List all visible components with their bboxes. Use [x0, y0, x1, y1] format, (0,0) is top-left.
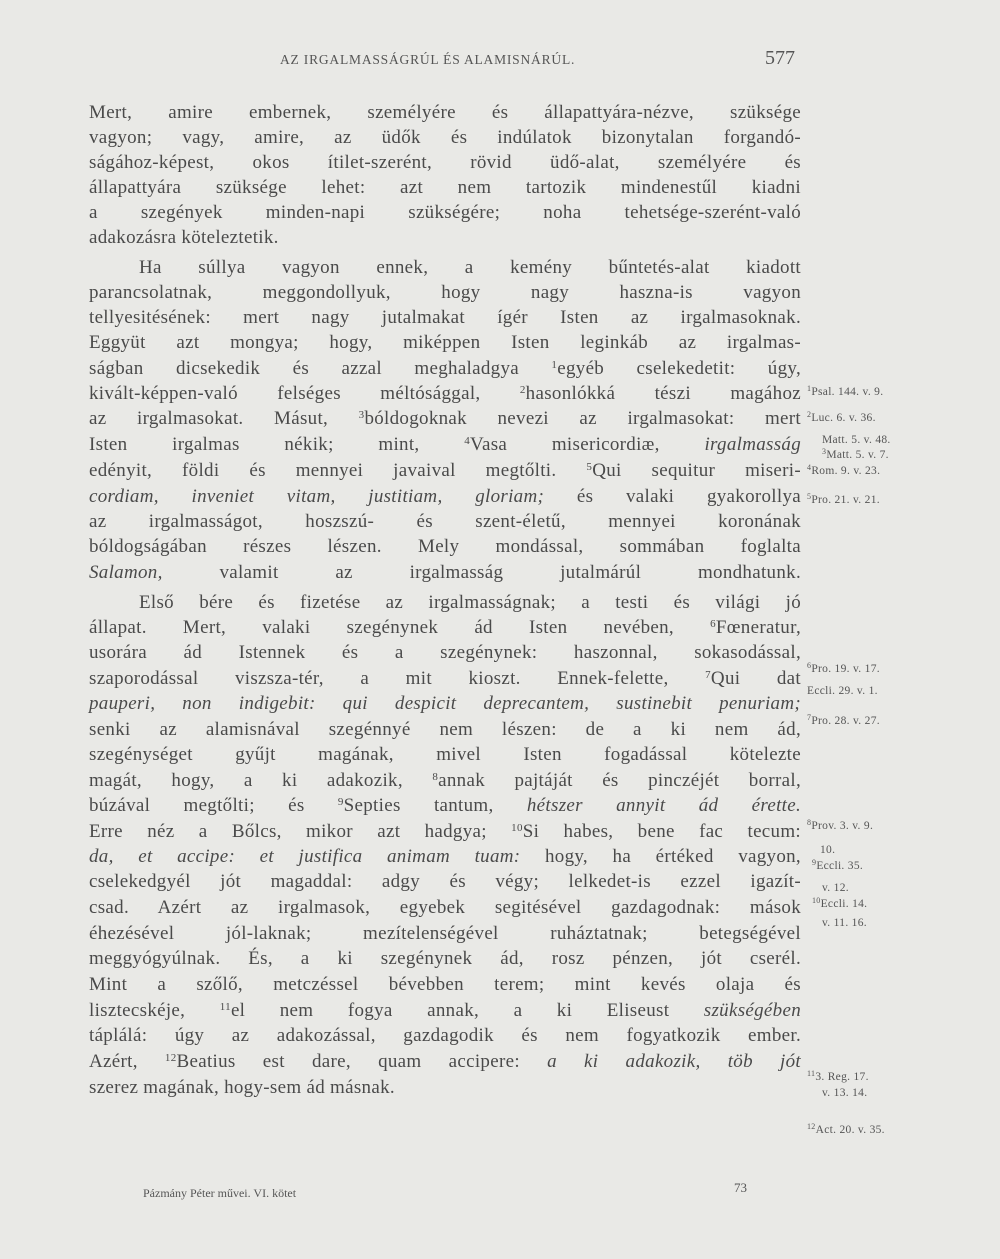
margin-note-marker: 2 [807, 410, 812, 419]
latin-quote: a ki adakozik, töb jót [519, 1051, 802, 1072]
text-segment: Ha súllya vagyon ennek, a kemény bűntetés-alat kiadott [139, 257, 801, 278]
text-line [89, 998, 801, 1024]
margin-note-marker: 10 [812, 896, 821, 905]
text-segment: táplálá: úgy az adakozással, gazdagodik és nem fogyatkozik ember. [89, 1025, 801, 1046]
text-segment: edényit, földi és mennyei javaival megtőlti. [89, 460, 587, 481]
text-line [89, 793, 801, 819]
text-segment: az irgalmasokat. Másut, [89, 408, 359, 429]
text-segment: csad. Azért az irgalmasok, egyebek segitésével gazdagodnak: mások [89, 897, 801, 918]
margin-note-text: Act. 20. v. 35. [815, 1124, 885, 1136]
text-line [89, 921, 801, 947]
text-segment: kivált-képpen-való felséges méltósággal, [89, 383, 520, 404]
text-segment: Eggyüt azt mongya; hogy, miképpen Isten leginkáb az irgalmas- [89, 332, 801, 353]
text-segment: szaporodással viszsza-tér, a mit kioszt. Ennek-felette, [89, 668, 706, 689]
footnote-marker: 10 [511, 822, 523, 834]
margin-note [807, 1124, 885, 1136]
text-segment: bóldogoknak nevezi az irgalmasokat: mert [364, 408, 802, 429]
latin-quote: cordiam, inveniet vitam, justitiam, gloriam; [89, 486, 545, 507]
text-line [89, 560, 801, 586]
text-line [139, 590, 801, 616]
latin-quote: pauperi, non indigebit: qui despicit deprecantem, sustinebit penuriam; [89, 693, 801, 714]
latin-quote: Salamon, [89, 562, 163, 583]
text-segment: vagyon; vagy, amire, az üdők és indúlatok bizonytalan forgandó- [89, 127, 801, 148]
text-segment: az irgalmasságot, hoszszú- és szent-életű, mennyei koronának [89, 511, 801, 532]
margin-note-marker: 5 [807, 492, 812, 501]
margin-note-text: v. 12. [822, 882, 849, 894]
footnote-marker: 6 [710, 618, 716, 630]
text-line [89, 225, 801, 251]
text-segment: Mint a szőlő, metczéssel bévebben terem; mint kevés olaja és [89, 974, 801, 995]
text-segment: usorára ád Istennek és a szegénynek: haszonnal, sokasodással, [89, 642, 801, 663]
text-segment: Fœneratur, [715, 617, 801, 638]
margin-note-marker: 1 [807, 384, 812, 393]
text-line [89, 280, 801, 306]
text-segment: búzával megtőlti; és [89, 795, 338, 816]
text-line [89, 356, 801, 382]
text-segment: Isten irgalmas nékik; mint, [89, 434, 465, 455]
text-segment: parancsolatnak, meggondollyuk, hogy nagy haszna-is vagyon [89, 282, 801, 303]
text-line [89, 1049, 801, 1075]
text-line [89, 305, 801, 331]
text-line [89, 1023, 801, 1049]
margin-note [822, 882, 849, 894]
margin-note [807, 820, 873, 832]
text-line [89, 946, 801, 972]
text-segment: tellyesitésének: mert nagy jutalmakat ígér Isten az irgalmasoknak. [89, 307, 801, 328]
margin-note-marker: 9 [812, 858, 817, 867]
text-line [89, 534, 801, 560]
text-segment: magát, hogy, a ki adakozik, [89, 770, 433, 791]
text-segment: Beatius est dare, quam accipere: [176, 1051, 520, 1072]
text-segment: valamit az irgalmasság jutalmárúl mondhatunk. [162, 562, 801, 583]
text-line [89, 406, 801, 432]
margin-note-text: Psal. 144. v. 9. [811, 386, 884, 398]
page-number: 577 [765, 47, 795, 69]
margin-note-text: v. 13. 14. [822, 1087, 868, 1099]
margin-note [807, 386, 883, 398]
text-segment: a szegények minden-napi szükségére; noha tehetsége-szerént-való [89, 202, 801, 223]
text-line [89, 484, 801, 510]
margin-note [820, 844, 835, 856]
text-line [89, 330, 801, 356]
footnote-marker: 2 [519, 384, 526, 396]
text-line [89, 819, 801, 845]
text-line [89, 844, 801, 870]
latin-quote: irgalmasság [659, 434, 802, 455]
margin-note-text: Prov. 3. v. 9. [811, 820, 874, 832]
text-segment: annak pajtáját és pinczéjét borral, [438, 770, 801, 791]
text-segment: állapattyára szüksége lehet: azt nem tartozik mindenestűl kiadni [89, 177, 801, 198]
text-line [89, 742, 801, 768]
latin-quote: hétszer annyit ád érette. [493, 795, 802, 816]
text-line [89, 869, 801, 895]
text-segment: hasonlókká tészi magához [525, 383, 802, 404]
text-segment: egyéb cselekedetit: úgy, [557, 358, 801, 379]
margin-note [812, 898, 867, 910]
margin-note-marker: 12 [807, 1122, 816, 1131]
margin-note-marker: 7 [807, 713, 812, 722]
margin-note [807, 663, 880, 675]
margin-note [822, 917, 867, 929]
text-line [89, 150, 801, 176]
text-segment: Vasa misericordiæ, [470, 434, 660, 455]
running-head: AZ IRGALMASSÁGRÚL ÉS ALAMISNÁRÚL. [280, 52, 576, 67]
margin-note-text: Eccli. 14. [820, 898, 868, 910]
text-segment: Erre néz a Bőlcs, mikor azt hadgya; [89, 821, 512, 842]
margin-note-text: Eccli. 35. [816, 860, 864, 872]
margin-note [812, 860, 863, 872]
margin-note-text: Pro. 28. v. 27. [811, 715, 880, 727]
text-segment: ságához-képest, okos ítilet-szerént, rövid üdő-alat, személyére és [89, 152, 801, 173]
margin-note [807, 494, 880, 506]
text-segment: bóldogságában részes lészen. Mely mondással, sommában foglalta [89, 536, 801, 557]
text-line [89, 1075, 801, 1101]
text-segment: Eliseust [606, 1000, 670, 1021]
latin-quote: da, et accipe: et justifica animam tuam: [89, 846, 521, 867]
text-line [89, 768, 801, 794]
footnote-marker: 4 [464, 435, 471, 447]
margin-note-text: Luc. 6. v. 36. [811, 412, 876, 424]
margin-note [807, 1071, 869, 1083]
margin-note-text: Pro. 21. v. 21. [811, 494, 880, 506]
margin-note-text: Pro. 19. v. 17. [811, 663, 880, 675]
text-line [89, 717, 801, 743]
margin-note-text: Matt. 5. v. 48. [822, 434, 891, 446]
text-segment: lisztecskéje, [89, 1000, 220, 1021]
margin-note [807, 715, 880, 727]
text-line [89, 691, 801, 717]
footnote-marker: 5 [586, 461, 593, 473]
footer-imprint: Pázmány Péter művei. VI. kötet [143, 1186, 297, 1200]
footnote-marker: 1 [551, 359, 558, 371]
text-segment: cselekedgyél jót magaddal: adgy és végy; lelkedet-is ezzel igazít- [89, 871, 801, 892]
text-line [89, 509, 801, 535]
margin-note-marker: 3 [822, 447, 827, 456]
text-line [89, 666, 801, 692]
text-segment: adakozásra köteleztetik. [89, 227, 279, 248]
text-line [89, 895, 801, 921]
margin-note [822, 1087, 867, 1099]
text-segment: és valaki gyakorollya [544, 486, 801, 507]
text-line [89, 100, 801, 126]
text-segment: Mert, amire embernek, személyére és állapattyára-nézve, szüksége [89, 102, 801, 123]
text-line [89, 381, 801, 407]
footnote-marker: 7 [705, 669, 711, 681]
text-segment: éhezésével jól-laknak; mezítelenségével ruháztatnak; betegségével [89, 923, 801, 944]
text-line [89, 640, 801, 666]
text-line [89, 125, 801, 151]
text-segment: meggyógyúlnak. És, a ki szegénynek ád, rosz pénzen, jót cserél. [89, 948, 801, 969]
text-segment: szegénységet gyűjt magának, mivel Isten fogadással kötelezte [89, 744, 801, 765]
text-segment: ságban dicsekedik és azzal meghaladgya [89, 358, 552, 379]
text-line [139, 255, 801, 281]
footnote-marker: 3 [358, 409, 365, 421]
text-segment: Qui sequitur miseri- [592, 460, 801, 481]
text-line [89, 615, 801, 641]
margin-note-marker: 6 [807, 661, 812, 670]
text-segment: el nem fogya annak, a ki [230, 1000, 607, 1021]
text-line [89, 200, 801, 226]
text-segment: Si habes, bene fac tecum: [522, 821, 801, 842]
text-segment: Septies tantum, [343, 795, 494, 816]
text-line [89, 458, 801, 484]
text-line [89, 972, 801, 998]
margin-note-text: 10. [820, 844, 836, 856]
text-segment: állapat. Mert, valaki szegénynek ád Isten nevében, [89, 617, 711, 638]
margin-note-text: Matt. 5. v. 7. [826, 449, 889, 461]
text-segment: hogy, ha értéked vagyon, [520, 846, 801, 867]
text-segment: szerez magának, hogy-sem ád másnak. [89, 1077, 395, 1098]
signature-mark: 73 [734, 1180, 747, 1195]
text-segment: Azért, [89, 1051, 165, 1072]
margin-note [822, 449, 889, 461]
margin-note [822, 434, 891, 446]
text-line [89, 432, 801, 458]
margin-note [807, 685, 878, 697]
margin-note [807, 412, 876, 424]
text-segment: senki az alamisnával szegénnyé nem lészen: de a ki nem ád, [89, 719, 801, 740]
footnote-marker: 12 [164, 1052, 177, 1064]
margin-note-text: Eccli. 29. v. 1. [807, 685, 878, 697]
margin-note-text: Rom. 9. v. 23. [811, 465, 881, 477]
footnote-marker: 9 [337, 796, 344, 808]
margin-note [807, 465, 880, 477]
text-segment: Első bére és fizetése az irgalmasságnak; a testi és világi jó [139, 592, 801, 613]
margin-note-marker: 4 [807, 463, 812, 472]
footnote-marker: 8 [432, 771, 439, 783]
text-segment: Qui dat [710, 668, 801, 689]
footnote-marker: 11 [219, 1001, 231, 1013]
margin-note-text: v. 11. 16. [822, 917, 867, 929]
margin-note-marker: 8 [807, 818, 812, 827]
margin-note-text: 3. Reg. 17. [815, 1071, 869, 1083]
text-line [89, 175, 801, 201]
latin-quote: szükségében [669, 1000, 802, 1021]
margin-note-marker: 11 [807, 1069, 816, 1078]
